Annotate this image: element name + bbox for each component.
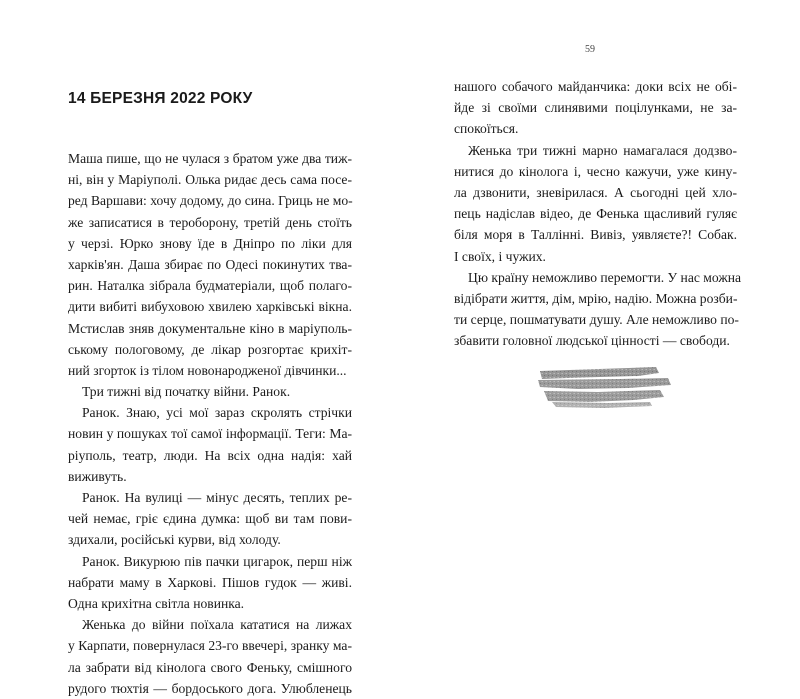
text-line: біля моря в Таллінні. Вивіз, уявляєте?! Собак. (454, 227, 737, 243)
text-line: рудого тюхтія — бордоського дога. Улюбленець (68, 680, 352, 696)
text-line: Маша пише, що не чулася з братом уже два тиж- (68, 151, 352, 166)
text-line: рин. Наталка зібрала будматеріали, щоб полаго- (68, 278, 352, 294)
text-line: Цю країну неможливо перемогти. У нас можна (468, 269, 742, 285)
text-line: Женька до війни поїхала кататися на лижах (82, 617, 352, 633)
text-line: у Карпати, повернулася 23-го ввечері, зранку ма- (68, 638, 352, 654)
text-line: відібрати життя, дім, мрію, надію. Можна розби- (454, 290, 738, 306)
text-line: йде зі своїми слинявими поцілунками, не за- (454, 100, 737, 116)
text-line: ти серце, пошматувати душу. Але неможливо по- (454, 312, 739, 328)
text-line: Ранок. На вулиці — мінус десять, теплих ре- (82, 490, 352, 505)
text-line: ла забрати від кінолога свого Феньку, смішного (68, 659, 352, 675)
page-number: 59 (585, 44, 595, 55)
text-line: нашого собачого майданчика: доки всіх не обі- (454, 79, 737, 94)
text-line: ла дзвонити, зневірилася. А сьогодні цей хло- (454, 184, 737, 200)
text-line: ний згорток із тілом новонародженої дівчинки... (68, 362, 347, 378)
text-line: І своїх, і чужих. (454, 248, 546, 264)
text-line: Одна крихітна світла новинка. (68, 595, 245, 611)
text-line: спокоїться. (454, 121, 519, 137)
text-line: пець надіслав відео, де Фенька щасливий гуляє (454, 206, 737, 222)
chapter-title: 14 БЕРЕЗНЯ 2022 РОКУ (68, 90, 253, 107)
text-line: набрати маму в Харкові. Пішов гудок — живі. (68, 574, 352, 590)
text-line: ні, він у Маріуполі. Олька ридає десь сама посе- (68, 172, 352, 188)
brush-stroke-divider-icon (538, 361, 672, 409)
text-line: дити вибиті вибуховою хвилею харківські вікна. (68, 299, 352, 315)
text-line: Женька три тижні марно намагалася додзво- (468, 142, 737, 158)
text-line: ському пологовому, де лікар розгортає крихіт- (68, 341, 352, 357)
text-line: новин у пошуках тої самої інформації. Теги: Ма- (68, 426, 352, 442)
left-text-column (68, 148, 352, 699)
text-line: Ранок. Знаю, усі мої зараз скролять стрічки (82, 405, 352, 421)
text-line: збавити головної людської цінності — свободи. (454, 333, 730, 349)
right-text-column (454, 76, 742, 351)
text-line: чей немає, гріє єдина думка: щоб ви там пови- (68, 511, 352, 527)
text-line: ріуполь, театр, люди. На всіх одна надія: хай (68, 447, 352, 463)
text-line: нитися до кінолога і, чесно кажучи, уже кину- (454, 163, 737, 179)
text-line: Мстислав зняв документальне кіно в маріуполь- (68, 320, 352, 336)
text-line: Ранок. Викурюю пів пачки цигарок, перш ніж (82, 553, 352, 569)
text-line: ред Варшави: хочу додому, до сина. Гриць не мо- (68, 193, 353, 209)
text-line: виживуть. (68, 468, 127, 484)
text-line: у черзі. Юрко знову їде в Дніпро по ліки для (68, 235, 352, 251)
text-line: же записатися в тероборону, третій день стоїть (68, 214, 352, 230)
text-line: Три тижні від початку війни. Ранок. (82, 384, 291, 400)
text-line: здихали, російські курви, від холоду. (68, 532, 281, 548)
text-line: харків'ян. Даша збирає по Одесі покинутих тва- (68, 256, 352, 272)
